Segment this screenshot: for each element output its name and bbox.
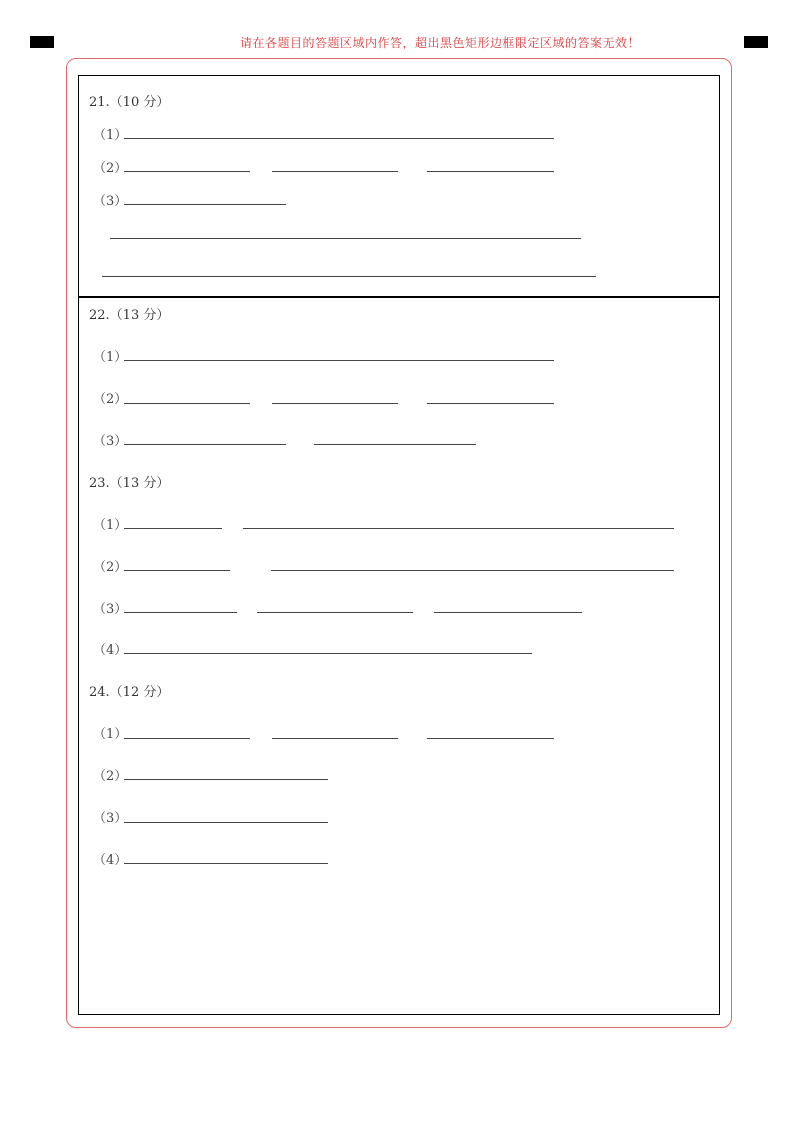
q21-part2-answer-line-1[interactable] xyxy=(124,171,250,172)
q23-part1-answer-line-2[interactable] xyxy=(243,528,674,529)
q22-part3-answer-line-2[interactable] xyxy=(314,444,476,445)
q24-part4-label: （4） xyxy=(93,853,128,868)
q23-part4-answer-line[interactable] xyxy=(124,653,532,654)
q24-part1-answer-line-2[interactable] xyxy=(272,738,398,739)
q23-part2-answer-line-2[interactable] xyxy=(271,570,674,571)
q21-part2-answer-line-2[interactable] xyxy=(272,171,398,172)
q24-part3-answer-line[interactable] xyxy=(124,822,328,823)
q21-part3-answer-line-1[interactable] xyxy=(124,204,286,205)
q22-part2-answer-line-2[interactable] xyxy=(272,403,398,404)
q21-part3-answer-line-2[interactable] xyxy=(110,238,581,239)
q23-part3-answer-line-3[interactable] xyxy=(434,612,582,613)
q22-part2-answer-line-1[interactable] xyxy=(124,403,250,404)
q21-part3-answer-line-3[interactable] xyxy=(102,276,596,277)
q21-part1-answer-line[interactable] xyxy=(124,138,554,139)
q21-part2-answer-line-3[interactable] xyxy=(427,171,554,172)
q22-part3-label: （3） xyxy=(93,434,128,449)
q24-part3-label: （3） xyxy=(93,811,128,826)
q22-part2-label: （2） xyxy=(93,392,128,407)
q21-part3-label: （3） xyxy=(93,194,128,209)
answer-box xyxy=(78,75,720,1015)
question-21-title: 21.（10 分） xyxy=(89,95,170,110)
q24-part4-answer-line[interactable] xyxy=(124,863,328,864)
q23-part3-answer-line-1[interactable] xyxy=(124,612,237,613)
q24-part2-answer-line[interactable] xyxy=(124,779,328,780)
q24-part1-label: （1） xyxy=(93,727,128,742)
q22-part3-answer-line-1[interactable] xyxy=(124,444,286,445)
question-22-title: 22.（13 分） xyxy=(89,308,170,323)
q23-part3-label: （3） xyxy=(93,602,128,617)
q21-part2-label: （2） xyxy=(93,161,128,176)
q23-part1-answer-line-1[interactable] xyxy=(124,528,222,529)
q23-part3-answer-line-2[interactable] xyxy=(257,612,413,613)
q22-part2-answer-line-3[interactable] xyxy=(427,403,554,404)
q22-part1-label: （1） xyxy=(93,350,128,365)
section-divider xyxy=(78,296,720,298)
q23-part4-label: （4） xyxy=(93,643,128,658)
q23-part2-answer-line-1[interactable] xyxy=(124,570,230,571)
q22-part1-answer-line[interactable] xyxy=(124,360,554,361)
question-24-title: 24.（12 分） xyxy=(89,685,170,700)
q24-part1-answer-line-1[interactable] xyxy=(124,738,250,739)
q23-part2-label: （2） xyxy=(93,560,128,575)
q24-part2-label: （2） xyxy=(93,769,128,784)
question-23-title: 23.（13 分） xyxy=(89,476,170,491)
q21-part1-label: （1） xyxy=(93,128,128,143)
answer-notice: 请在各题目的答题区域内作答，超出黑色矩形边框限定区域的答案无效！ xyxy=(239,36,640,50)
q24-part1-answer-line-3[interactable] xyxy=(427,738,554,739)
q23-part1-label: （1） xyxy=(93,518,128,533)
